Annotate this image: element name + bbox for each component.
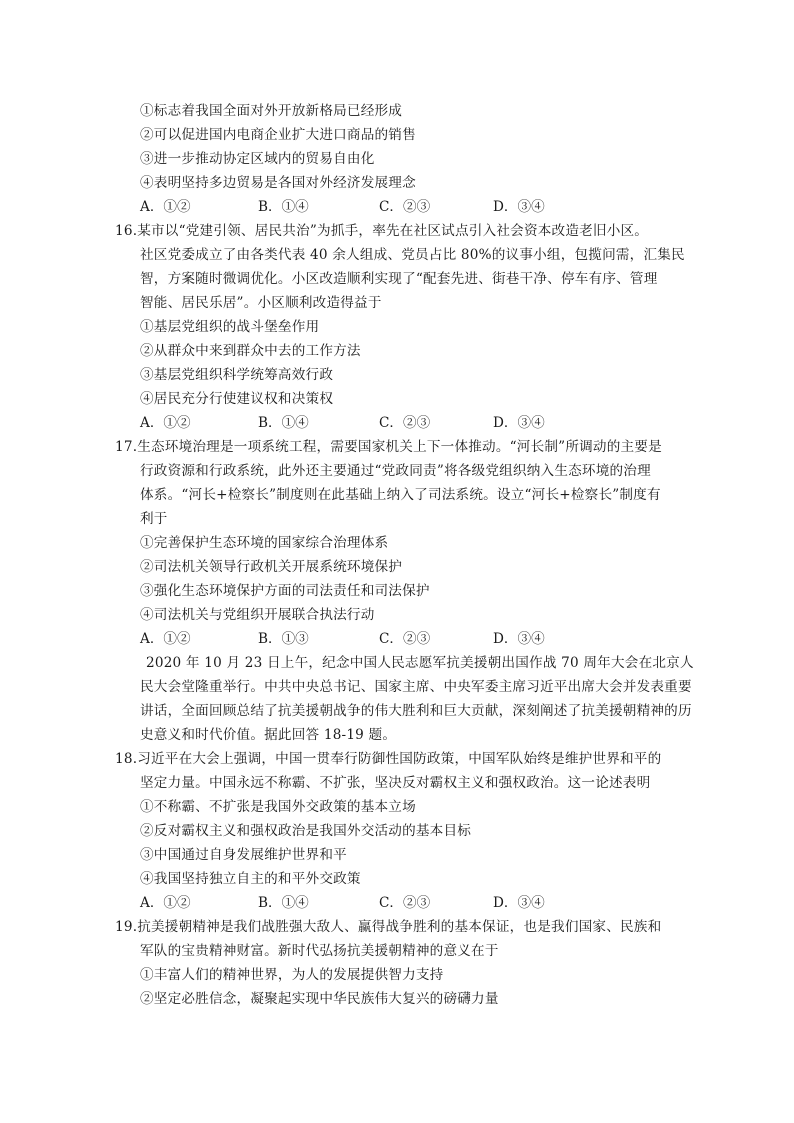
q17-option-2: ②司法机关领导行政机关开展系统环境保护 (140, 559, 403, 575)
q18-option-3: ③中国通过自身发展维护世界和平 (140, 847, 347, 863)
q15-option-2: ②可以促进国内电商企业扩大进口商品的销售 (140, 127, 416, 143)
q16-choice-a: A．①② (140, 415, 191, 431)
q17-choice-a: A．①② (140, 631, 191, 647)
q16-choice-c: C．②③ (379, 415, 431, 431)
q17-option-4: ④司法机关与党组织开展联合执法行动 (140, 607, 375, 623)
q15-option-1: ①标志着我国全面对外开放新格局已经形成 (140, 103, 403, 119)
q19-option-2: ②坚定必胜信念，凝聚起实现中华民族伟大复兴的磅礴力量 (140, 991, 499, 1007)
q15-option-4: ④表明坚持多边贸易是各国对外经济发展理念 (140, 175, 416, 191)
q15-option-3: ③进一步推动协定区域内的贸易自由化 (140, 151, 375, 167)
q17-option-1: ①完善保护生态环境的国家综合治理体系 (140, 535, 389, 551)
q17-choice-d: D．③④ (493, 631, 545, 647)
q18-choice-a: A．①② (140, 895, 191, 911)
q15-choice-a: A．①② (140, 199, 191, 215)
q17-choice-b: B．①③ (258, 631, 309, 647)
q18-option-2: ②反对霸权主义和强权政治是我国外交活动的基本目标 (140, 823, 472, 839)
q16-option-1: ①基层党组织的战斗堡垒作用 (140, 319, 320, 335)
q16-option-3: ③基层党组织科学统筹高效行政 (140, 367, 334, 383)
q17-stem-line-2: 行政资源和行政系统，此外还主要通过“党政同责”将各级党组织纳入生态环境的治理 (140, 463, 651, 479)
q18-stem-line-2: 坚定力量。中国永远不称霸、不扩张，坚决反对霸权主义和强权政治。这一论述表明 (140, 775, 651, 791)
q17-stem-line-1: 17.生态环境治理是一项系统工程，需要国家机关上下一体推动。“河长制”所调动的主要是 (115, 439, 662, 455)
passage-line-1: 2020 年 10 月 23 日上午，纪念中国人民志愿军抗美援朝出国作战 70 周年大会在北京人 (146, 655, 694, 671)
passage-line-3: 讲话，全面回顾总结了抗美援朝战争的伟大胜利和巨大贡献，深刻阐述了抗美援朝精神的历 (140, 703, 692, 719)
q16-stem-line-1: 16.某市以“党建引领、居民共治”为抓手，率先在社区试点引入社会资本改造老旧小区。 (115, 223, 649, 239)
q16-stem-line-4: 智能、居民乐居”。小区顺利改造得益于 (140, 295, 382, 311)
q17-option-3: ③强化生态环境保护方面的司法责任和司法保护 (140, 583, 430, 599)
q17-stem-line-4: 利于 (140, 511, 168, 527)
q16-option-2: ②从群众中来到群众中去的工作方法 (140, 343, 361, 359)
q18-option-1: ①不称霸、不扩张是我国外交政策的基本立场 (140, 799, 416, 815)
q18-choice-d: D．③④ (493, 895, 545, 911)
q16-choice-d: D．③④ (493, 415, 545, 431)
q15-choice-b: B．①④ (258, 199, 309, 215)
q15-choice-c: C．②③ (379, 199, 431, 215)
q19-stem-line-2: 军队的宝贵精神财富。新时代弘扬抗美援朝精神的意义在于 (140, 943, 499, 959)
q18-stem-line-1: 18.习近平在大会上强调，中国一贯奉行防御性国防政策，中国军队始终是维护世界和平的 (115, 751, 662, 767)
q16-choice-b: B．①④ (258, 415, 309, 431)
q16-option-4: ④居民充分行使建议权和决策权 (140, 391, 334, 407)
q16-stem-line-2: 社区党委成立了由各类代表 40 余人组成、党员占比 80%的议事小组，包揽问需，汇集民 (140, 247, 685, 263)
q17-choice-c: C．②③ (379, 631, 431, 647)
q15-choice-d: D．③④ (493, 199, 545, 215)
q18-choice-b: B．①④ (258, 895, 309, 911)
q19-option-1: ①丰富人们的精神世界，为人的发展提供智力支持 (140, 967, 444, 983)
q18-choice-c: C．②③ (379, 895, 431, 911)
q17-stem-line-3: 体系。“河长+检察长”制度则在此基础上纳入了司法系统。设立“河长+检察长”制度有 (140, 487, 661, 503)
q18-option-4: ④我国坚持独立自主的和平外交政策 (140, 871, 361, 887)
q16-stem-line-3: 智，方案随时微调优化。小区改造顺利实现了“配套先进、街巷干净、停车有序、管理 (140, 271, 658, 287)
passage-line-4: 史意义和时代价值。据此回答 18-19 题。 (140, 727, 397, 743)
passage-line-2: 民大会堂隆重举行。中共中央总书记、国家主席、中央军委主席习近平出席大会并发表重要 (140, 679, 692, 695)
q19-stem-line-1: 19.抗美援朝精神是我们战胜强大敌人、赢得战争胜利的基本保证，也是我们国家、民族和 (115, 919, 662, 935)
